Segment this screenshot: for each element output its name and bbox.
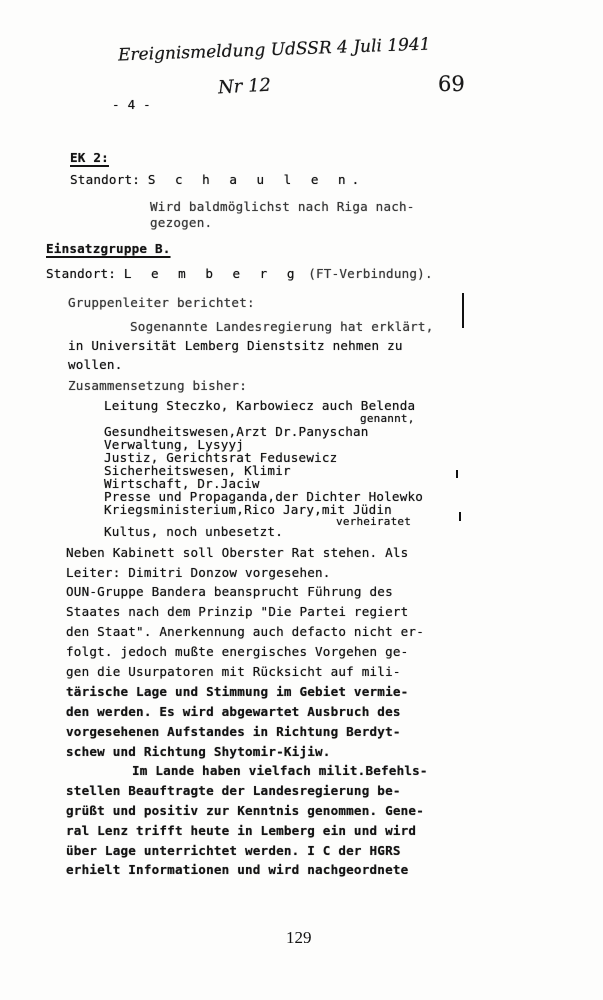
eg3-standort-label: Standort: [46,266,117,281]
member-line-6: Wirtschaft, Dr.Jaciw [104,476,260,491]
body-line-8: tärische Lage und Stimmung im Gebiet vermie- [66,684,409,699]
ek2-line-1: Wird baldmöglichst nach Riga nach- [150,199,415,214]
member-note-1: genannt, [360,412,415,425]
margin-mark-bar [462,293,464,328]
body2-line-6: erhielt Informationen und wird nachgeordnete [66,862,409,877]
body2-line-5: über Lage unterrichtet werden. I C der HGRS [66,843,401,858]
body2-line-3: grüßt und positiv zur Kenntnis genommen. Gene- [66,803,424,818]
ek2-line-2: gezogen. [150,215,213,230]
member-line-4: Justiz, Gerichtsrat Fedusewicz [104,450,338,465]
body-line-3: OUN-Gruppe Bandera beansprucht Führung des [66,584,393,599]
member-note-2: verheiratet [336,515,412,528]
ek2-standort-value: S c h a u l e n. [147,172,366,187]
handwritten-number: Nr 12 [217,74,272,99]
body-line-11: schew und Richtung Shytomir-Kijiw. [66,744,331,759]
page-marker: - 4 - [112,97,151,112]
member-line-2: Gesundheitswesen,Arzt Dr.Panyschan [104,424,369,439]
eg3-standort-note: (FT-Verbindung). [308,266,433,281]
member-line-9: Kultus, noch unbesetzt. [104,524,283,539]
body2-line-4: ral Lenz trifft heute in Lemberg ein und wird [66,823,417,838]
body-line-4: Staates nach dem Prinzip "Die Partei regiert [66,604,409,619]
body-line-1: Neben Kabinett soll Oberster Rat stehen. Als [66,545,409,560]
member-line-8: Kriegsministerium,Rico Jary,mit Jüdin [104,502,392,517]
eg3-standort [46,266,433,281]
body-line-2: Leiter: Dimitri Donzow vorgesehen. [66,565,331,580]
member-line-7: Presse und Propaganda,der Dichter Holewko [104,489,424,504]
folio-number: 69 [438,72,465,96]
zusammensetzung-line: Zusammensetzung bisher: [68,378,247,393]
ek2-standort [70,172,365,187]
gruppenleiter-line: Gruppenleiter berichtet: [68,295,255,310]
member-line-1: Leitung Steczko, Karbowiecz auch Belenda [104,398,416,413]
body2-line-1: Im Lande haben vielfach milit.Befehls- [132,763,428,778]
report-line-2: in Universität Lemberg Dienstsitz nehmen zu [68,338,403,353]
margin-mark-tick-1 [456,470,458,478]
member-line-5: Sicherheitswesen, Klimir [104,463,291,478]
margin-mark-tick-2 [459,512,461,521]
body-line-7: gen die Usurpatoren mit Rücksicht auf mili- [66,664,401,679]
report-line-3: wollen. [68,357,123,372]
member-line-3: Verwaltung, Lysyyj [104,437,245,452]
eg3-heading: Einsatzgruppe B. [46,241,171,256]
ek2-heading: EK 2: [70,150,109,165]
page-number: 129 [286,928,312,947]
body-line-9: den werden. Es wird abgewartet Ausbruch des [66,704,401,719]
ek2-standort-label: Standort: [70,172,141,187]
eg3-standort-value: L e m b e r g [123,266,301,281]
body-line-10: vorgesehenen Aufstandes in Richtung Berdyt- [66,724,401,739]
report-line-1: Sogenannte Landesregierung hat erklärt, [130,319,434,334]
handwritten-note: Ereignismeldung UdSSR 4 Juli 1941 [117,34,431,66]
body-line-5: den Staat". Anerkennung auch defacto nicht er- [66,624,424,639]
body2-line-2: stellen Beauftragte der Landesregierung be- [66,783,401,798]
body-line-6: folgt. jedoch mußte energisches Vorgehen ge- [66,644,409,659]
